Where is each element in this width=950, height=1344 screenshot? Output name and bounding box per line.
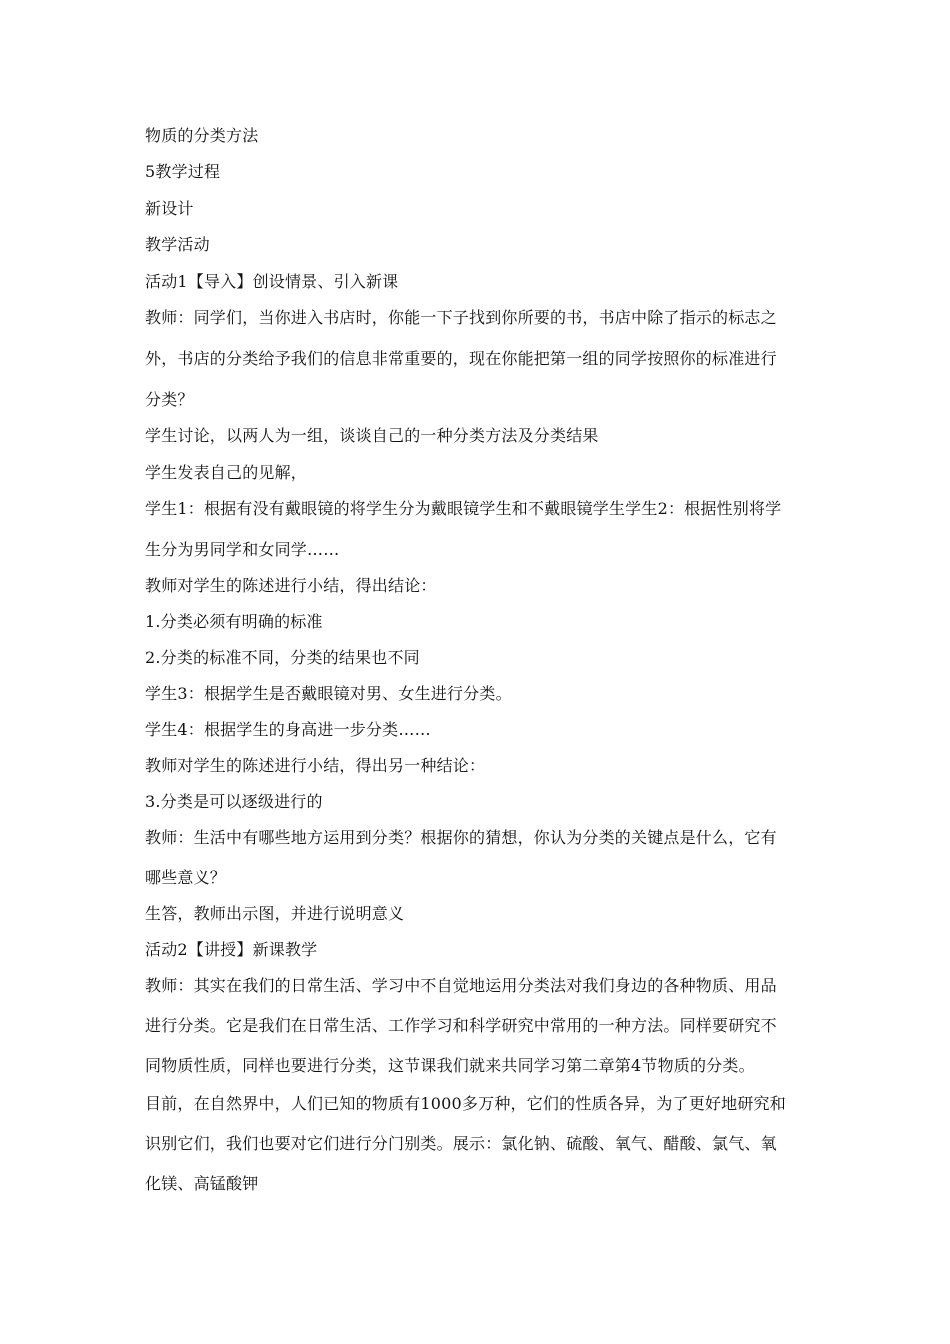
activity-heading: 活动2【讲授】新课教学 xyxy=(145,940,318,959)
list-item: 2.分类的标准不同，分类的结果也不同 xyxy=(145,648,420,667)
paragraph-line: 学生4：根据学生的身高进一步分类…… xyxy=(145,720,431,739)
paragraph-line: 教师：同学们，当你进入书店时，你能一下子找到你所要的书，书店中除了指示的标志之 xyxy=(145,308,777,327)
paragraph-line: 学生1：根据有没有戴眼镜的将学生分为戴眼镜学生和不戴眼镜学生学生2：根据性别将学 xyxy=(145,499,782,518)
paragraph-line: 化镁、高锰酸钾 xyxy=(145,1174,259,1193)
paragraph-line: 学生讨论，以两人为一组，谈谈自己的一种分类方法及分类结果 xyxy=(145,426,599,445)
paragraph-line: 生答，教师出示图，并进行说明意义 xyxy=(145,904,405,923)
paragraph-line: 生分为男同学和女同学…… xyxy=(145,540,340,559)
section-heading: 5教学过程 xyxy=(145,162,221,181)
activity-heading: 活动1【导入】创设情景、引入新课 xyxy=(145,272,399,291)
paragraph-line: 教师对学生的陈述进行小结，得出另一种结论： xyxy=(145,756,486,775)
paragraph-line: 学生发表自己的见解， xyxy=(145,463,308,482)
paragraph-line: 教师：其实在我们的日常生活、学习中不自觉地运用分类法对我们身边的各种物质、用品 xyxy=(145,976,777,995)
paragraph-line: 教师对学生的陈述进行小结，得出结论： xyxy=(145,576,437,595)
paragraph-line: 进行分类。它是我们在日常生活、工作学习和科学研究中常用的一种方法。同样要研究不 xyxy=(145,1016,777,1035)
paragraph-line: 同物质性质，同样也要进行分类，这节课我们就来共同学习第二章第4节物质的分类。 xyxy=(145,1056,755,1075)
list-item: 1.分类必须有明确的标准 xyxy=(145,612,323,631)
section-heading: 教学活动 xyxy=(145,235,210,254)
paragraph-line: 哪些意义？ xyxy=(145,868,227,887)
paragraph-line: 学生3：根据学生是否戴眼镜对男、女生进行分类。 xyxy=(145,684,512,703)
list-item: 3.分类是可以逐级进行的 xyxy=(145,792,323,811)
section-heading: 新设计 xyxy=(145,199,194,218)
doc-title: 物质的分类方法 xyxy=(145,126,259,145)
paragraph-line: 目前，在自然界中，人们已知的物质有1000多万种，它们的性质各异，为了更好地研究和 xyxy=(145,1094,786,1113)
paragraph-line: 识别它们，我们也要对它们进行分门别类。展示：氯化钠、硫酸、氧气、醋酸、氯气、氧 xyxy=(145,1134,777,1153)
paragraph-line: 教师：生活中有哪些地方运用到分类？根据你的猜想，你认为分类的关键点是什么，它有 xyxy=(145,828,777,847)
paragraph-line: 分类？ xyxy=(145,390,194,409)
paragraph-line: 外，书店的分类给予我们的信息非常重要的，现在你能把第一组的同学按照你的标准进行 xyxy=(145,349,777,368)
